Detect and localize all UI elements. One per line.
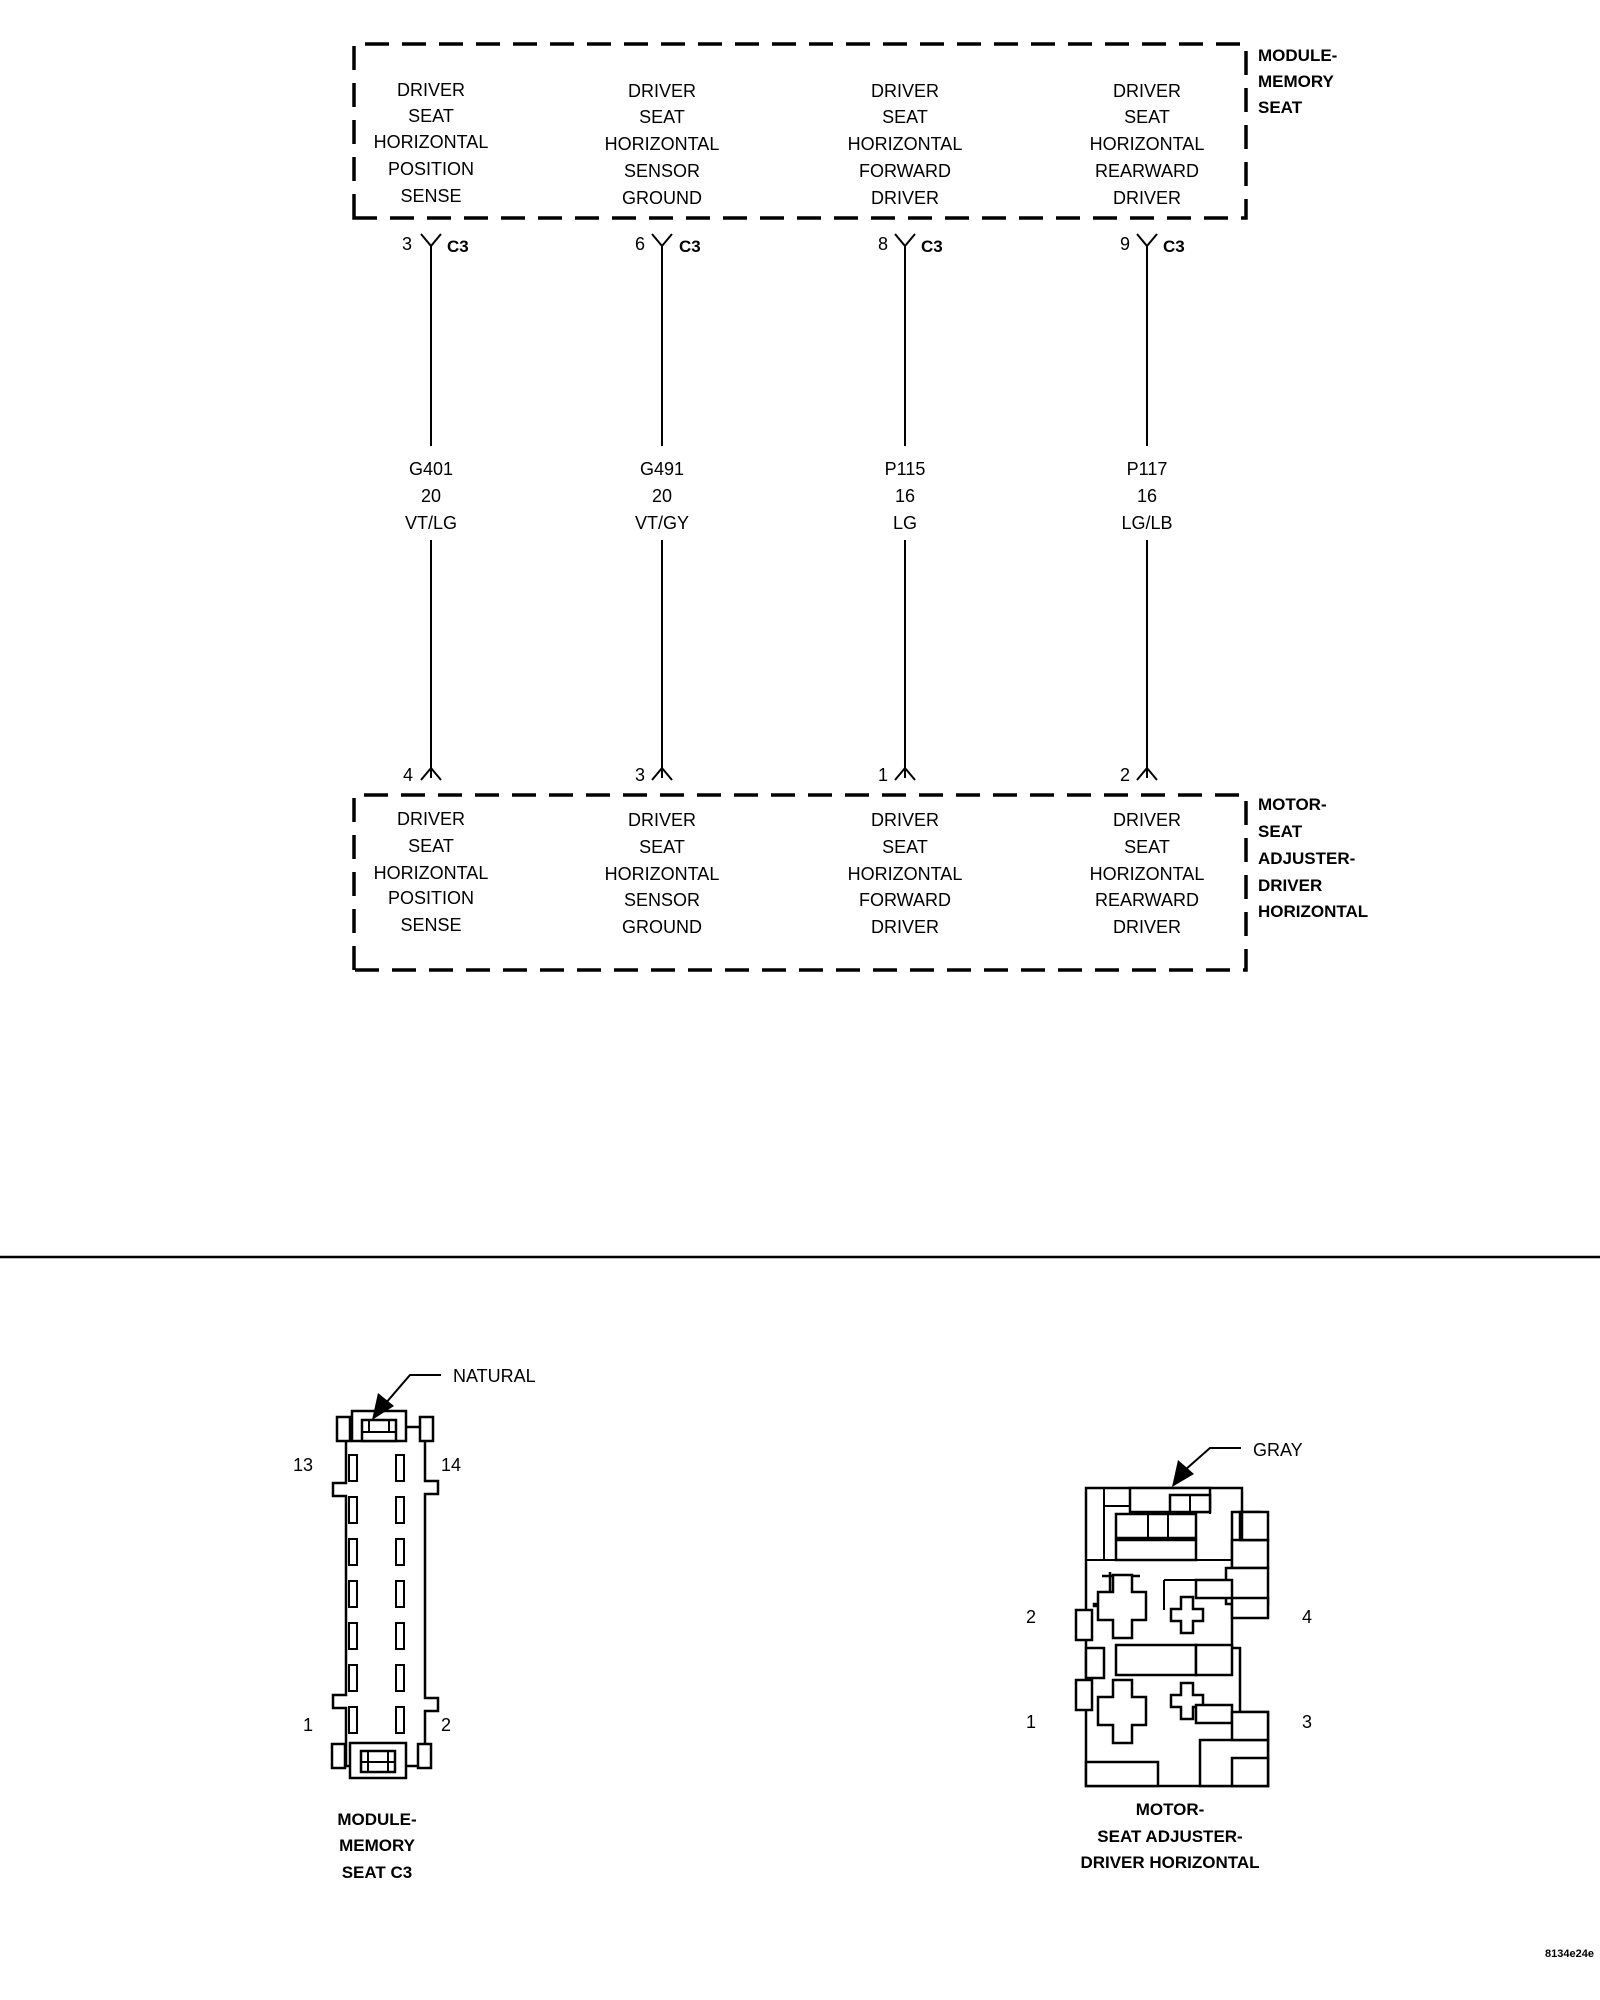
motor-pin-marker-1: [403, 765, 441, 785]
c3-pin-label-14: 14: [440, 1455, 462, 1475]
motor-conn-pin-label-4: 4: [1301, 1607, 1313, 1627]
memory-seat-pin-1-line-1: DRIVER: [396, 80, 466, 100]
motor-caption-line-2: SEAT ADJUSTER-: [1097, 1827, 1243, 1846]
wire-1-gauge: 20: [420, 486, 442, 506]
memory-seat-pin-4-line-3: HORIZONTAL: [1089, 134, 1205, 154]
memory-seat-pin-marker-4: [1120, 234, 1185, 256]
memory-seat-pin-1-line-4: POSITION: [387, 159, 475, 179]
motor-caption-line-1: MOTOR-: [1135, 1800, 1205, 1819]
natural-color-label: NATURAL: [453, 1366, 536, 1386]
motor-pin-3-line-4: FORWARD: [859, 890, 951, 910]
c3-pin-label-1: 1: [302, 1715, 314, 1735]
motor-pin-3-line-5: DRIVER: [870, 917, 940, 937]
motor-pin-2-line-5: GROUND: [622, 917, 702, 937]
memory-seat-module-name: [1258, 46, 1337, 117]
wire-g401: [405, 246, 457, 778]
memory-seat-pin-number-2: 6: [634, 234, 645, 254]
motor-pin-2-line-4: SENSOR: [623, 890, 701, 910]
motor-pin-4-line-5: DRIVER: [1112, 917, 1182, 937]
motor-seat-adjuster-connector-face: [1026, 1440, 1312, 1872]
c3-caption-line-1: MODULE-: [337, 1810, 417, 1829]
motor-pin-1-line-5: SENSE: [400, 915, 462, 935]
motor-pin-function-3: [848, 810, 963, 937]
motor-pin-1-line-3: HORIZONTAL: [373, 863, 489, 883]
motor-name-line-3: ADJUSTER-: [1258, 849, 1356, 868]
memory-seat-pin-3-line-5: DRIVER: [870, 188, 940, 208]
wire-p117: [1121, 246, 1172, 778]
motor-name-line-2: SEAT: [1258, 822, 1303, 841]
c3-caption-line-3: SEAT C3: [341, 1863, 413, 1882]
wire-g491: [635, 246, 689, 778]
memory-seat-pin-number-4: 9: [1119, 234, 1130, 254]
memory-seat-pin-2-line-3: HORIZONTAL: [604, 134, 720, 154]
memory-seat-pin-function-4: [1090, 81, 1205, 208]
motor-module-name: [1258, 795, 1368, 921]
memory-seat-connector-id-2: C3: [679, 237, 701, 256]
memory-seat-c3-connector-face: [293, 1366, 536, 1882]
memory-seat-pin-1-line-3: HORIZONTAL: [373, 132, 489, 152]
memory-seat-pin-2-line-2: SEAT: [639, 107, 685, 127]
motor-caption-line-3: DRIVER HORIZONTAL: [1080, 1853, 1260, 1872]
motor-pin-3-line-1: DRIVER: [870, 810, 940, 830]
motor-pin-1-line-2: SEAT: [408, 836, 454, 856]
memory-seat-module: [354, 44, 1337, 218]
wire-4-circuit: P117: [1126, 459, 1168, 479]
memory-seat-pin-function-1: [374, 80, 489, 206]
memory-seat-pin-function-2: [605, 81, 720, 208]
figure-id: 8134e24e: [1545, 1948, 1594, 1960]
motor-pin-1-line-4: POSITION: [387, 888, 475, 908]
c3-pin-label-2: 2: [440, 1715, 452, 1735]
memory-seat-pin-marker-2: [635, 234, 701, 256]
wire-4-gauge: 16: [1136, 486, 1158, 506]
memory-seat-pin-3-line-4: FORWARD: [859, 161, 951, 181]
motor-pin-3-line-2: SEAT: [882, 837, 928, 857]
motor-pin-marker-2: [635, 765, 672, 785]
motor-pin-number-4: 2: [1119, 765, 1130, 785]
motor-connector-caption: [1080, 1800, 1259, 1872]
motor-seat-adjuster-module: [354, 795, 1368, 970]
motor-pin-function-2: [605, 810, 720, 937]
gray-color-callout: [1172, 1440, 1303, 1487]
motor-conn-pin-label-3: 3: [1301, 1712, 1313, 1732]
memory-seat-connector-id-4: C3: [1163, 237, 1185, 256]
memory-seat-pin-number-1: 3: [401, 234, 412, 254]
motor-conn-pin-label-1: 1: [1025, 1712, 1037, 1732]
motor-pin-2-line-1: DRIVER: [627, 810, 697, 830]
memory-seat-pin-4-line-5: DRIVER: [1112, 188, 1182, 208]
memory-seat-c3-caption: [337, 1810, 416, 1882]
memory-seat-pin-number-3: 8: [877, 234, 888, 254]
motor-conn-pin-label-2: 2: [1025, 1607, 1037, 1627]
wire-2-gauge: 20: [651, 486, 673, 506]
memory-seat-name-line-1: MODULE-: [1258, 46, 1338, 65]
motor-pin-3-line-3: HORIZONTAL: [847, 864, 963, 884]
memory-seat-pin-2-line-1: DRIVER: [627, 81, 697, 101]
wire-1-color: VT/LG: [404, 513, 458, 533]
motor-pin-4-line-2: SEAT: [1124, 837, 1170, 857]
c3-pin-label-13: 13: [292, 1455, 314, 1475]
memory-seat-pin-marker-1: [402, 234, 469, 256]
motor-pin-number-1: 4: [402, 765, 413, 785]
memory-seat-pin-3-line-2: SEAT: [882, 107, 928, 127]
wire-1-circuit: G401: [408, 459, 454, 479]
motor-pin-function-4: [1090, 810, 1205, 937]
memory-seat-pin-1-line-5: SENSE: [400, 186, 462, 206]
wire-3-circuit: P115: [884, 459, 926, 479]
motor-pin-number-3: 1: [877, 765, 888, 785]
memory-seat-pin-2-line-5: GROUND: [622, 188, 702, 208]
memory-seat-pin-4-line-2: SEAT: [1124, 107, 1170, 127]
memory-seat-pin-1-line-2: SEAT: [408, 106, 454, 126]
memory-seat-pin-4-line-1: DRIVER: [1112, 81, 1182, 101]
wire-3-gauge: 16: [894, 486, 916, 506]
motor-pin-number-2: 3: [634, 765, 645, 785]
motor-pin-4-line-3: HORIZONTAL: [1089, 864, 1205, 884]
motor-name-line-1: MOTOR-: [1258, 795, 1327, 814]
motor-pin-2-line-2: SEAT: [639, 837, 685, 857]
motor-name-line-4: DRIVER: [1258, 876, 1323, 895]
c3-caption-line-2: MEMORY: [339, 1836, 415, 1855]
motor-pin-1-line-1: DRIVER: [396, 809, 466, 829]
memory-seat-pin-3-line-3: HORIZONTAL: [847, 134, 963, 154]
memory-seat-pin-marker-3: [878, 234, 943, 256]
memory-seat-name-line-3: SEAT: [1258, 98, 1303, 117]
motor-pin-4-line-4: REARWARD: [1094, 890, 1200, 910]
memory-seat-connector-id-3: C3: [921, 237, 943, 256]
memory-seat-pin-3-line-1: DRIVER: [870, 81, 940, 101]
wire-2-circuit: G491: [639, 459, 685, 479]
wire-3-color: LG: [892, 513, 918, 533]
memory-seat-pin-function-3: [848, 81, 963, 208]
wire-4-color: LG/LB: [1121, 513, 1173, 533]
wire-p115: [885, 246, 926, 778]
gray-color-label: GRAY: [1253, 1440, 1303, 1460]
motor-pin-marker-4: [1120, 765, 1157, 785]
motor-name-line-5: HORIZONTAL: [1258, 902, 1369, 921]
memory-seat-pin-2-line-4: SENSOR: [623, 161, 701, 181]
motor-pin-4-line-1: DRIVER: [1112, 810, 1182, 830]
motor-pin-2-line-3: HORIZONTAL: [604, 864, 720, 884]
memory-seat-pin-4-line-4: REARWARD: [1094, 161, 1200, 181]
motor-pin-function-1: [374, 809, 489, 935]
memory-seat-name-line-2: MEMORY: [1258, 72, 1334, 91]
motor-pin-marker-3: [878, 765, 915, 785]
memory-seat-connector-id-1: C3: [447, 237, 469, 256]
wire-2-color: VT/GY: [634, 513, 690, 533]
